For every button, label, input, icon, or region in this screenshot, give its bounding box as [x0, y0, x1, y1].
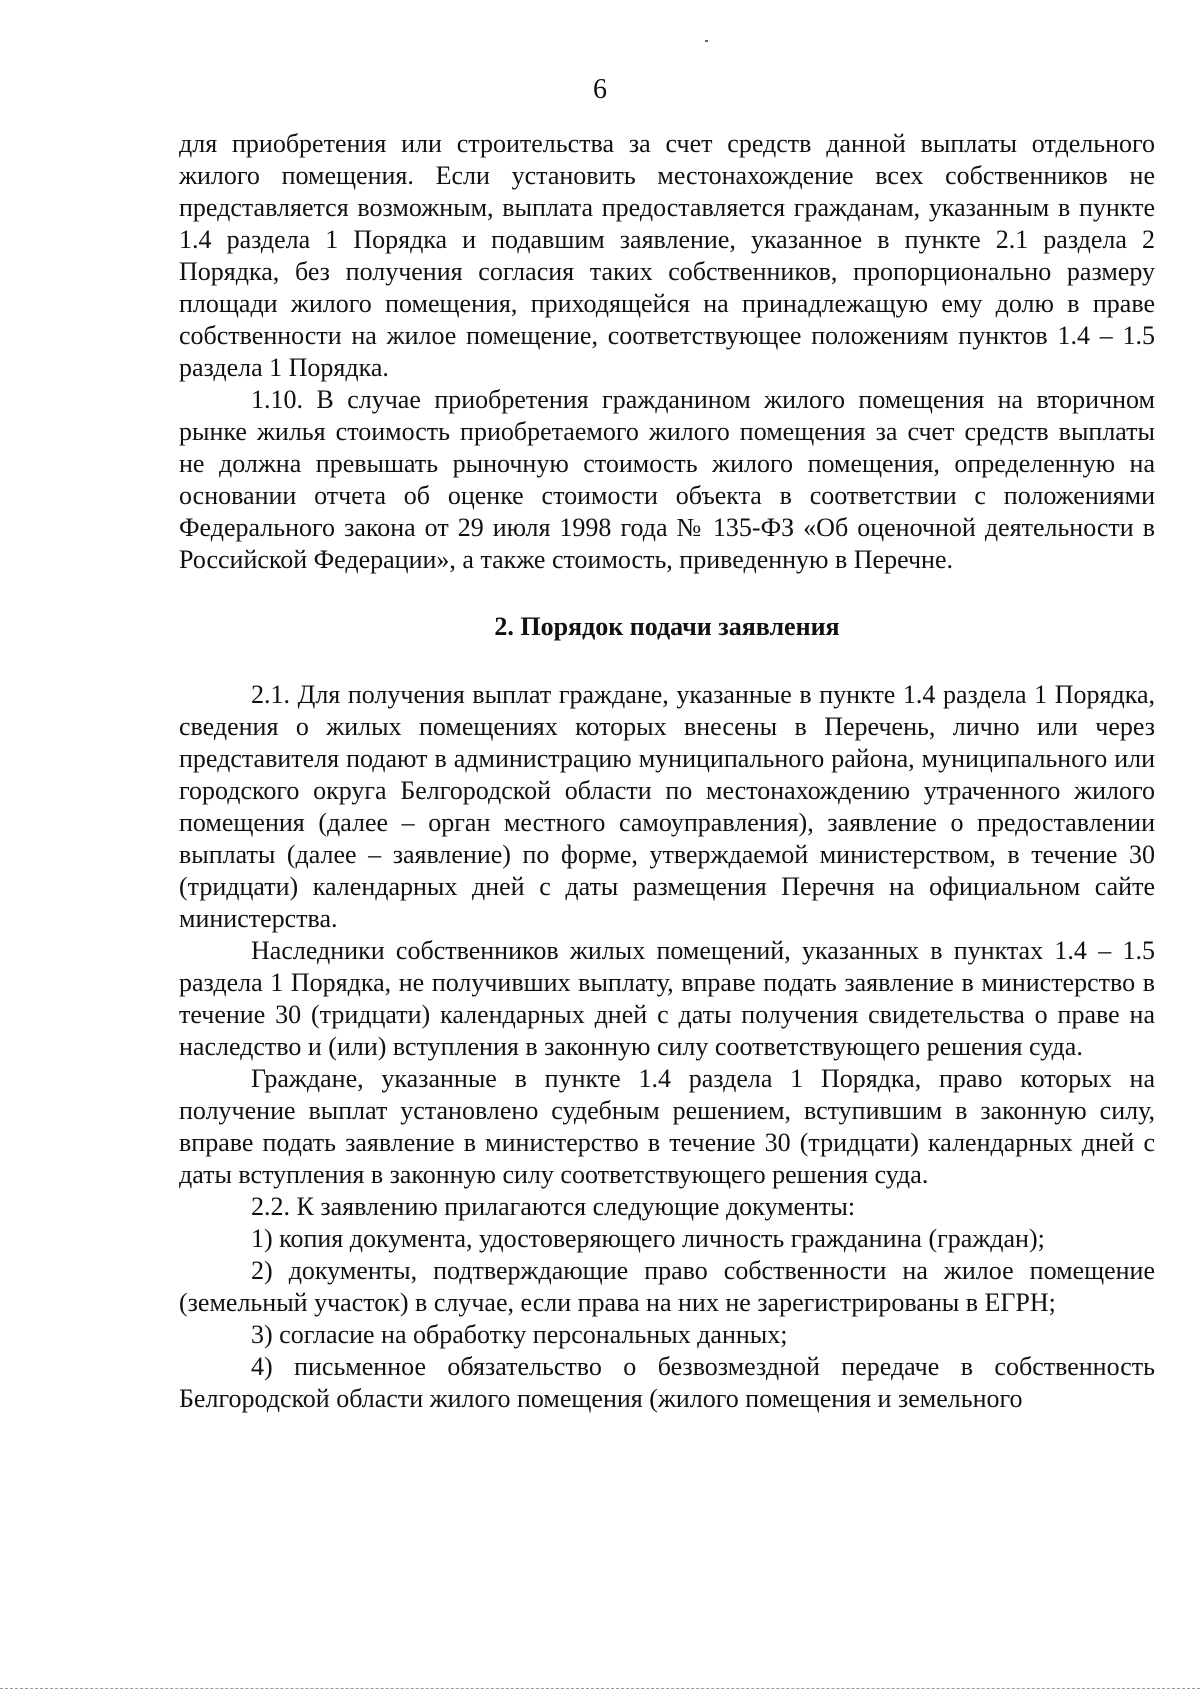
paragraph-continuation: для приобретения или строительства за счет средств данной выплаты отдельного жилого помещения. Если установить местонахождение всех собственников не представляется возможным, выплата предоставляется гражданам, указанным в пункте 1.4 раздела 1 Порядка и подавшим заявление, указанное в пункте 2.1 раздела 2 Порядка, без получения согласия таких собственников, пропорционально размеру площади жилого помещения, приходящейся на принадлежащую ему долю в праве собственности на жилое помещение, соответствующее положениям пунктов 1.4 – 1.5 раздела 1 Порядка.	[179, 129, 1155, 382]
scan-bottom-edge	[0, 1688, 1200, 1689]
paragraph-2-2: 2.2. К заявлению прилагаются следующие документы:	[251, 1192, 856, 1221]
list-item-2: 2) документы, подтверждающие право собственности на жилое помещение (земельный участок) в случае, если права на них не зарегистрированы в ЕГРН;	[179, 1256, 1155, 1317]
scan-speck	[705, 40, 708, 42]
paragraph-court-decision: Граждане, указанные в пункте 1.4 раздела 1 Порядка, право которых на получение выплат установлено судебным решением, вступившим в законную силу, вправе подать заявление в министерство в течение 30 (тридцати) календарных дней с даты вступления в законную силу соответствующего решения суда.	[179, 1064, 1155, 1189]
paragraph-1-10: 1.10. В случае приобретения гражданином жилого помещения на вторичном рынке жилья стоимость приобретаемого жилого помещения за счет средств выплаты не должна превышать рыночную стоимость жилого помещения, определенную на основании отчета об оценке стоимости объекта в соответствии с положениями Федерального закона от 29 июля 1998 года № 135-ФЗ «Об оценочной деятельности в Российской Федерации», а также стоимость, приведенную в Перечне.	[179, 385, 1155, 574]
list-item-3: 3) согласие на обработку персональных данных;	[251, 1320, 788, 1349]
list-item-4: 4) письменное обязательство о безвозмездной передаче в собственность Белгородской области жилого помещения (жилого помещения и земельного	[179, 1352, 1155, 1413]
section-2-heading: 2. Порядок подачи заявления	[494, 612, 840, 641]
paragraph-2-1: 2.1. Для получения выплат граждане, указанные в пункте 1.4 раздела 1 Порядка, сведения о жилых помещениях которых внесены в Перечень, лично или через представителя подают в администрацию муниципального района, муниципального или городского округа Белгородской области по местонахождению утраченного жилого помещения (далее – орган местного самоуправления), заявление о предоставлении выплаты (далее – заявление) по форме, утверждаемой министерством, в течение 30 (тридцати) календарных дней с даты размещения Перечня на официальном сайте министерства.	[179, 680, 1155, 933]
list-item-1: 1) копия документа, удостоверяющего личность гражданина (граждан);	[251, 1224, 1045, 1253]
page-number: 6	[593, 74, 607, 105]
paragraph-heirs: Наследники собственников жилых помещений, указанных в пунктах 1.4 – 1.5 раздела 1 Порядка, не получивших выплату, вправе подать заявление в министерство в течение 30 (тридцати) календарных дней с даты получения свидетельства о праве на наследство и (или) вступления в законную силу соответствующего решения суда.	[179, 936, 1155, 1061]
document-body	[179, 128, 1155, 1415]
